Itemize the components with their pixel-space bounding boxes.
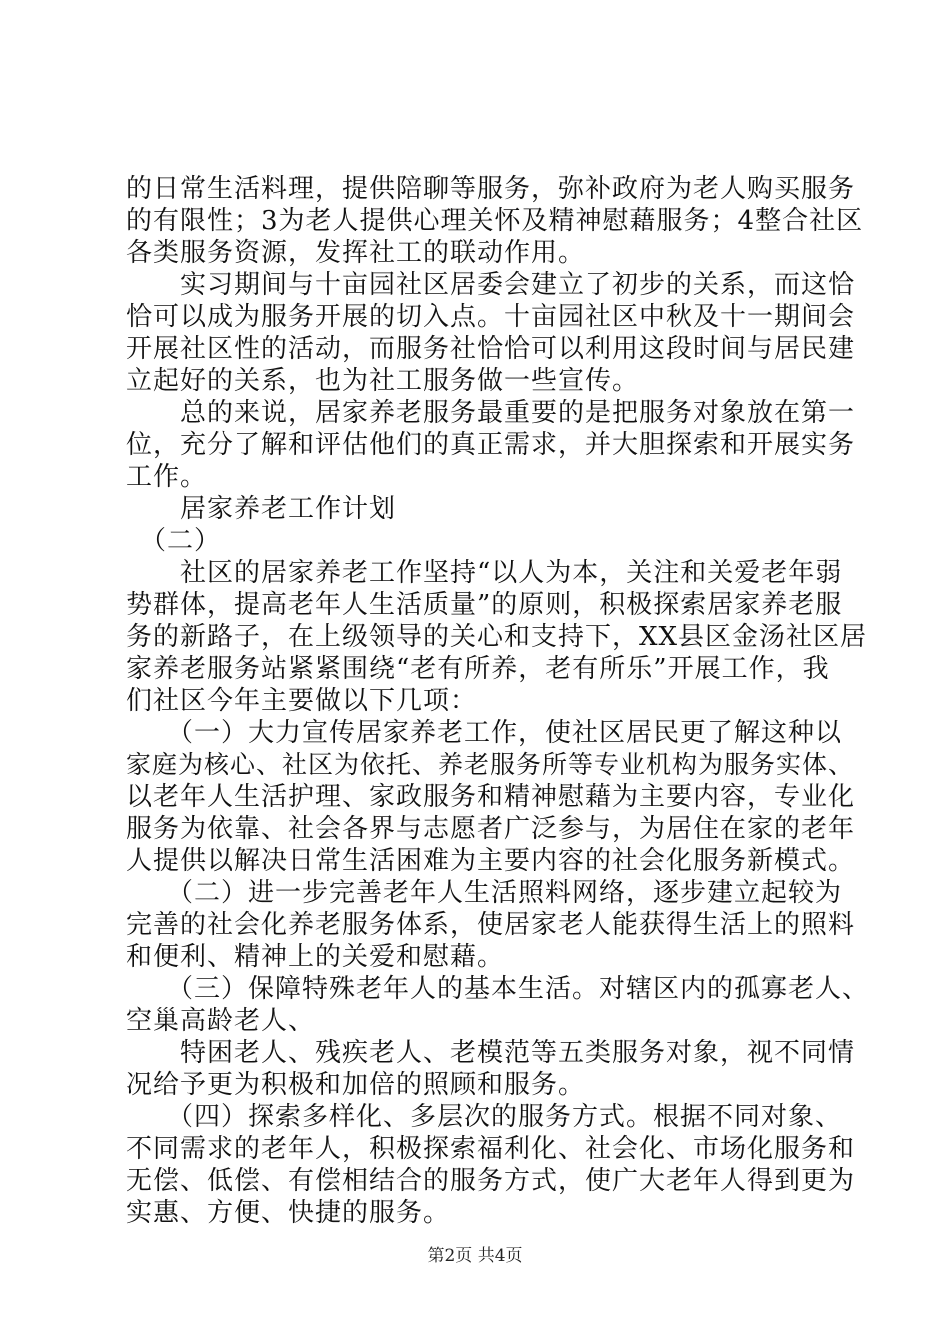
- text-line: 实习期间与十亩园社区居委会建立了初步的关系，而这恰: [126, 270, 856, 300]
- text-line: 以老年人生活护理、家政服务和精神慰藉为主要内容，专业化: [126, 782, 856, 812]
- text-line: 况给予更为积极和加倍的照顾和服务。: [126, 1070, 586, 1100]
- section-number: （二）: [126, 526, 222, 556]
- text-line: 恰可以成为服务开展的切入点。十亩园社区中秋及十一期间会: [126, 302, 856, 332]
- text-line: 立起好的关系，也为社工服务做一些宣传。: [126, 366, 640, 396]
- text-line: 工作。: [126, 462, 208, 492]
- section-heading: 居家养老工作计划: [126, 494, 397, 524]
- text-line: 空巢高龄老人、: [126, 1006, 316, 1036]
- text-line: （四）探索多样化、多层次的服务方式。根据不同对象、: [126, 1102, 843, 1132]
- text-line: 特困老人、残疾老人、老模范等五类服务对象，视不同情: [126, 1038, 856, 1068]
- text-line: 和便利、精神上的关爱和慰藉。: [126, 942, 505, 972]
- text-line: 社区的居家养老工作坚持“以人为本，关注和关爱老年弱: [126, 558, 843, 588]
- text-line: （三）保障特殊老年人的基本生活。对辖区内的孤寡老人、: [126, 974, 870, 1004]
- text-line: 的日常生活料理，提供陪聊等服务，弥补政府为老人购买服务: [126, 174, 856, 204]
- text-line: 服务为依靠、社会各界与志愿者广泛参与，为居住在家的老年: [126, 814, 856, 844]
- text-line: 总的来说，居家养老服务最重要的是把服务对象放在第一: [126, 398, 856, 428]
- text-line: 不同需求的老年人，积极探索福利化、社会化、市场化服务和: [126, 1134, 856, 1164]
- text-line: 的有限性；3为老人提供心理关怀及精神慰藉服务；4整合社区: [126, 206, 864, 236]
- text-line: 势群体，提高老年人生活质量”的原则，积极探索居家养老服: [126, 590, 843, 620]
- text-line: 务的新路子，在上级领导的关心和支持下，XX县区金汤社区居: [126, 622, 868, 652]
- text-line: （二）进一步完善老年人生活照料网络，逐步建立起较为: [126, 878, 843, 908]
- text-line: 们社区今年主要做以下几项：: [126, 686, 478, 716]
- text-line: （一）大力宣传居家养老工作，使社区居民更了解这种以: [126, 718, 843, 748]
- text-line: 位，充分了解和评估他们的真正需求，并大胆探索和开展实务: [126, 430, 856, 460]
- text-line: 实惠、方便、快捷的服务。: [126, 1198, 451, 1228]
- text-line: 家庭为核心、社区为依托、养老服务所等专业机构为服务实体、: [126, 750, 855, 779]
- text-line: 各类服务资源，发挥社工的联动作用。: [126, 238, 586, 268]
- text-line: 人提供以解决日常生活困难为主要内容的社会化服务新模式。: [126, 846, 856, 876]
- text-line: 完善的社会化养老服务体系，使居家老人能获得生活上的照料: [126, 910, 856, 940]
- text-line: 家养老服务站紧紧围绕“老有所养，老有所乐”开展工作，我: [126, 654, 830, 684]
- text-line: 开展社区性的活动，而服务社恰恰可以利用这段时间与居民建: [126, 334, 856, 364]
- text-line: 无偿、低偿、有偿相结合的服务方式，使广大老年人得到更为: [126, 1166, 856, 1196]
- page-footer: 第2页 共4页: [427, 1246, 523, 1266]
